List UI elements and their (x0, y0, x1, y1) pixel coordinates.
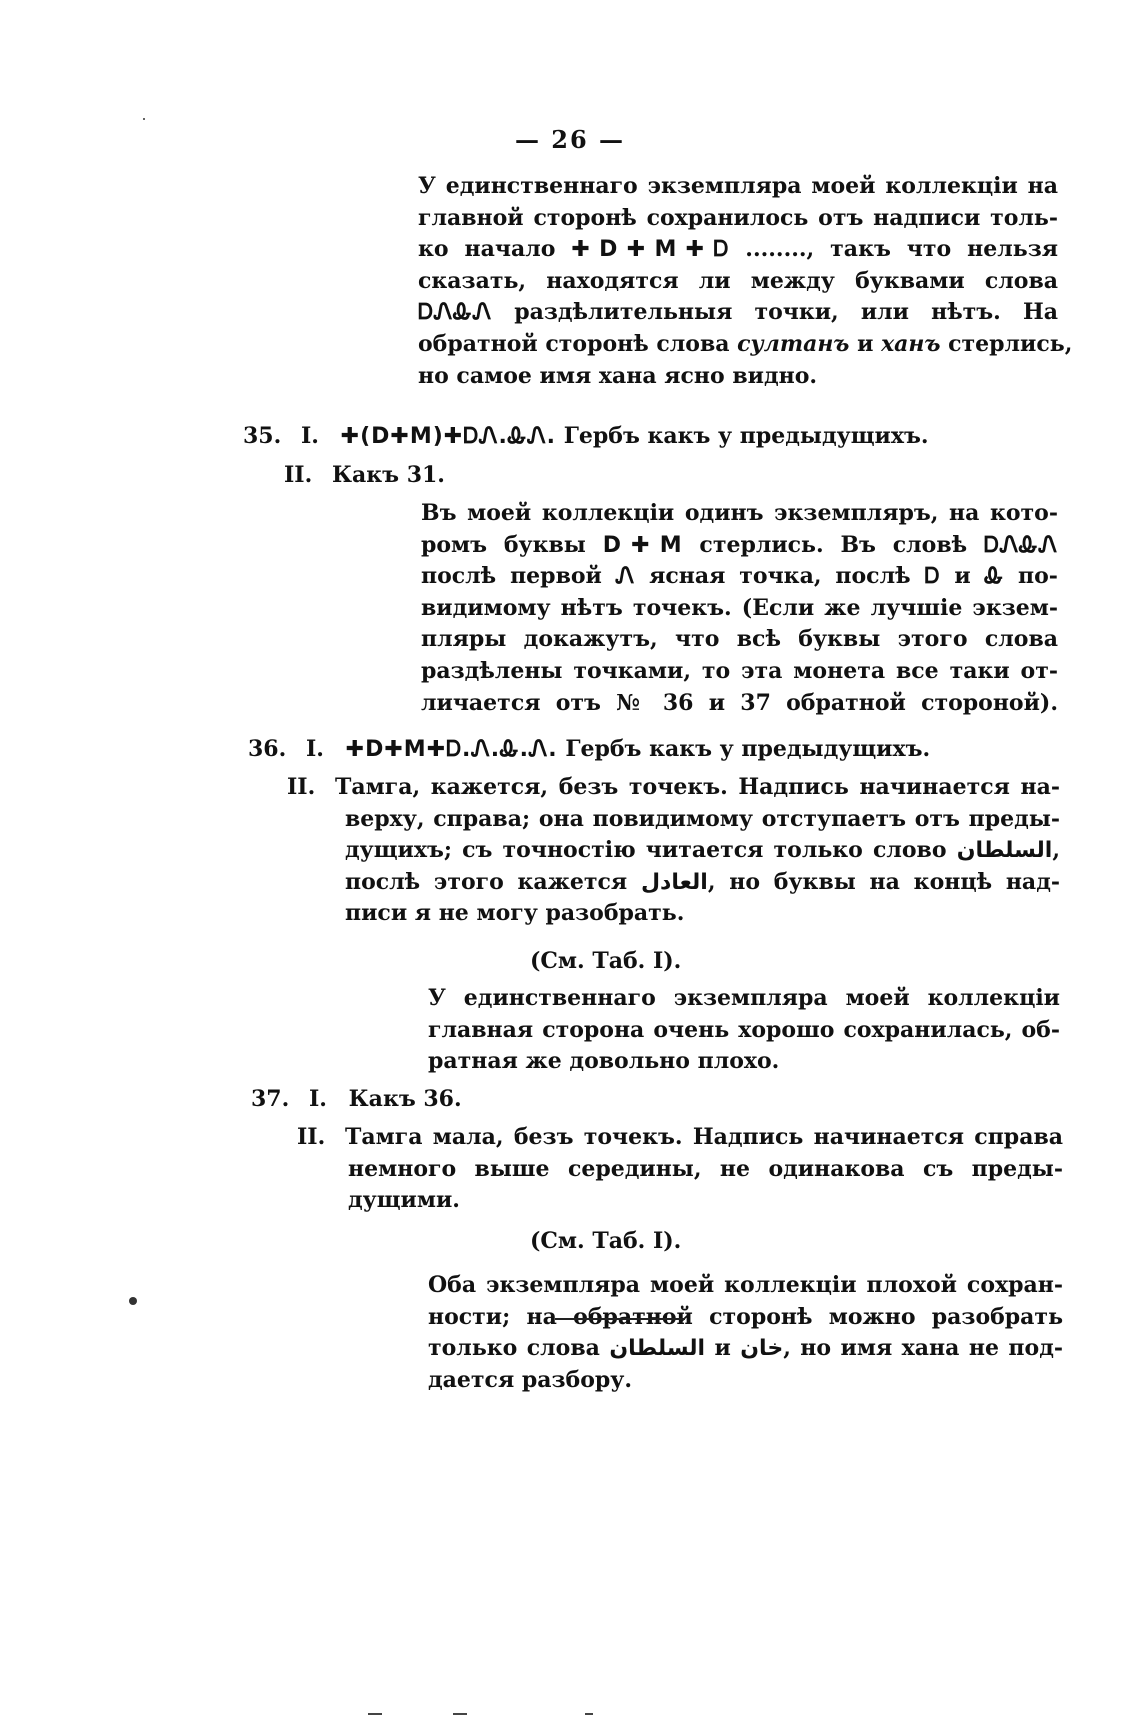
italic-word: султанъ (737, 330, 850, 357)
text-line: видимому нѣтъ точекъ. (Если же лучшiе экзем- (421, 594, 1058, 621)
entry-35-reverse (284, 459, 445, 491)
entry-35-obverse (243, 420, 929, 452)
section-end-rule (555, 1318, 685, 1320)
runic-inscription: ✚(D✚M)✚ᎠᏁ.ᎲᏁ. (340, 424, 557, 449)
text-line: главная сторона очень хорошо сохранилась, об- (428, 1016, 1060, 1043)
arabic-word: العادل (640, 869, 708, 895)
arabic-word: السلطان (609, 1336, 706, 1362)
text-span: дущихъ; съ точностiю читается только слово (345, 837, 947, 864)
text-line: У единственнаго экземпляра моей коллекцiи (428, 985, 1060, 1011)
text-line: У единственнаго экземпляра моей коллекцiи на (418, 173, 1058, 199)
text-span: ромъ буквы (421, 531, 586, 558)
text-span: , но буквы на концѣ над- (707, 868, 1060, 895)
text-line: личается отъ № 36 и 37 обратной стороной). (421, 689, 1058, 716)
runic-inscription: ᎠᏁᎲᏁ (418, 300, 493, 326)
text-line (345, 867, 1060, 899)
text-line: но самое имя хана ясно видно. (418, 362, 818, 389)
text-span: Гербъ какъ у предыдущихъ. (563, 423, 929, 449)
text-span: ко начало (418, 236, 556, 263)
arabic-word: خان (740, 1336, 784, 1362)
text-line: раздѣлены точками, то эта монета все таки от- (421, 657, 1058, 684)
text-line (418, 297, 1058, 329)
text-span: Какъ 36. (348, 1086, 462, 1112)
text-span: ясная точка, послѣ (649, 563, 911, 590)
side-number: I. (306, 736, 324, 762)
text-span: Тамга, кажется, безъ точекъ. Надпись начинается на- (335, 774, 1060, 800)
side-number: I. (301, 423, 319, 449)
plate-reference: (См. Таб. I). (530, 1228, 682, 1254)
text-line: дущими. (348, 1187, 460, 1214)
plate-reference: (См. Таб. I). (530, 948, 682, 974)
text-line: дается разбору. (428, 1366, 633, 1393)
text-span: Тамга мала, безъ точекъ. Надпись начинается справа (345, 1124, 1063, 1150)
text-line: писи я не могу разобрать. (345, 900, 685, 927)
runic-letter: Ꭰ (924, 564, 941, 590)
text-span: стерлись. Въ словѣ (699, 531, 968, 558)
side-number: II. (287, 774, 316, 800)
runic-inscription: ✚D✚M✚Ꭰ (571, 237, 730, 263)
text-span: обратной сторонѣ слова (418, 330, 730, 357)
runic-letter: Ꮑ (615, 564, 636, 590)
page-number: — 26 — (514, 125, 626, 154)
entry-37-reverse (297, 1122, 1063, 1154)
side-number: II. (284, 462, 313, 488)
text-line: сказать, находятся ли между буквами слова (418, 267, 1058, 294)
text-span: послѣ первой (421, 563, 602, 590)
text-line: немного выше середины, не одинакова съ преды- (348, 1155, 1063, 1182)
entry-number: 35. (243, 423, 282, 449)
entry-number: 37. (251, 1086, 290, 1112)
scan-mark (453, 1713, 467, 1715)
entry-36-reverse (287, 772, 1060, 804)
text-line: ности; на обратной сторонѣ можно разобрать (428, 1303, 1063, 1330)
text-span: по- (1018, 563, 1058, 590)
text-span: и (857, 330, 874, 357)
text-line: главной сторонѣ сохранилось отъ надписи толь- (418, 204, 1058, 231)
text-span: Какъ 31. (332, 462, 445, 488)
scan-mark (585, 1713, 593, 1715)
text-span: и (714, 1335, 731, 1362)
text-span: ........, такъ что нельзя (745, 236, 1058, 263)
side-number: I. (309, 1086, 327, 1112)
text-line: Оба экземпляра моей коллекцiи плохой сохран- (428, 1272, 1063, 1298)
text-line (418, 234, 1058, 266)
side-number: II. (297, 1124, 326, 1150)
text-span: Гербъ какъ у предыдущихъ. (565, 736, 931, 762)
scan-mark (368, 1713, 382, 1715)
entry-36-commentary (428, 983, 1060, 1078)
runic-inscription: ✚D✚M✚Ꭰ.Ꮑ.Ꮂ.Ꮑ. (345, 737, 558, 762)
runic-inscription: D✚M (602, 532, 683, 558)
arabic-word: السلطان (956, 838, 1053, 864)
entry-36-reverse-text (345, 804, 1060, 930)
text-line: Въ моей коллекцiи одинъ экземпляръ, на кото- (421, 500, 1058, 526)
text-span: стерлись, (948, 330, 1073, 357)
text-line (421, 561, 1058, 593)
text-span: послѣ этого кажется (345, 868, 628, 895)
entry-35-commentary (421, 498, 1058, 719)
text-span: раздѣлительныя точки, или нѣтъ. На (514, 299, 1058, 326)
entry-37-reverse-text (348, 1154, 1063, 1217)
intro-paragraph (418, 171, 1073, 392)
entry-37-commentary (428, 1270, 1063, 1396)
text-line (345, 835, 1060, 867)
text-span: , но имя хана не под- (783, 1335, 1063, 1362)
text-line (418, 329, 1073, 361)
entry-number: 36. (248, 736, 287, 762)
entry-36-obverse (248, 733, 930, 765)
entry-37-obverse (251, 1083, 462, 1115)
text-span: только слова (428, 1335, 600, 1362)
italic-word: ханъ (881, 330, 941, 357)
text-line: ратная же довольно плохо. (428, 1048, 780, 1075)
text-line: пляры докажутъ, что всѣ буквы этого слова (421, 626, 1058, 653)
text-line (428, 1333, 1063, 1365)
text-span: и (954, 563, 971, 590)
text-line (287, 772, 1060, 804)
scan-speck (143, 118, 145, 120)
text-span: , (1052, 837, 1060, 864)
text-line (297, 1122, 1063, 1154)
text-line (421, 530, 1058, 562)
scan-speck (129, 1297, 137, 1305)
runic-inscription: ᎠᏁᎲᏁ (983, 532, 1058, 558)
runic-letter: Ꮂ (984, 564, 1005, 590)
text-line: верху, справа; она повидимому отступаетъ отъ преды- (345, 805, 1060, 832)
